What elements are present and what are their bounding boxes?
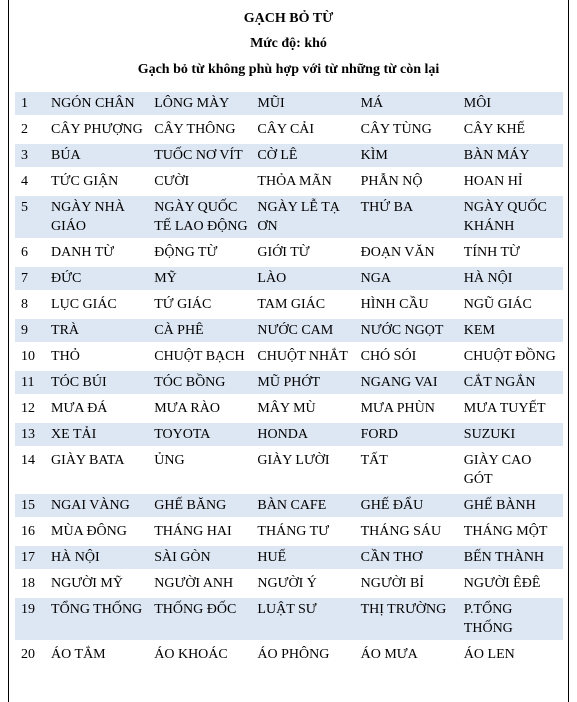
word-cell[interactable]: CÂY PHƯỢNG	[47, 118, 150, 141]
word-cell[interactable]: DANH TỪ	[47, 241, 150, 264]
worksheet-title: GẠCH BỎ TỪ	[243, 11, 334, 26]
table-row	[15, 319, 563, 342]
row-number: 4	[15, 170, 47, 193]
word-cell[interactable]: TRÀ	[47, 319, 150, 342]
row-number: 20	[15, 643, 47, 666]
row-number: 10	[15, 345, 47, 368]
word-cell[interactable]: CHÓ SÓI	[357, 345, 460, 368]
table-row	[15, 598, 563, 640]
word-cell[interactable]: MÂY MÙ	[253, 397, 356, 420]
word-cell[interactable]: BÀN MÁY	[460, 144, 563, 167]
word-cell[interactable]: THÁNG SÁU	[357, 520, 460, 543]
word-cell[interactable]: PHẪN NỘ	[357, 170, 460, 193]
word-cell[interactable]: MŨI	[253, 92, 356, 115]
row-number: 18	[15, 572, 47, 595]
row-number: 13	[15, 423, 47, 446]
table-row	[15, 520, 563, 543]
word-cell[interactable]: TỨC GIẬN	[47, 170, 150, 193]
word-cell[interactable]: CẦN THƠ	[357, 546, 460, 569]
word-cell[interactable]: BÀN CAFE	[253, 494, 356, 517]
word-cell[interactable]: GIÀY BATA	[47, 449, 150, 491]
word-cell[interactable]: MÔI	[460, 92, 563, 115]
word-table	[15, 89, 563, 669]
word-cell[interactable]: ĐỘNG TỪ	[150, 241, 253, 264]
word-cell[interactable]: NGÀY LỄ TẠ ƠN	[253, 196, 356, 238]
word-cell[interactable]: TỨ GIÁC	[150, 293, 253, 316]
table-row	[15, 572, 563, 595]
word-cell[interactable]: TÓC BỒNG	[150, 371, 253, 394]
word-cell[interactable]: THỐNG ĐỐC	[150, 598, 253, 640]
row-number: 3	[15, 144, 47, 167]
word-cell[interactable]: ĐỨC	[47, 267, 150, 290]
table-row	[15, 118, 563, 141]
word-cell[interactable]: HÌNH CẦU	[357, 293, 460, 316]
word-cell[interactable]: TÍNH TỪ	[460, 241, 563, 264]
row-number: 9	[15, 319, 47, 342]
word-cell[interactable]: HÀ NỘI	[47, 546, 150, 569]
word-cell[interactable]: GHẾ ĐẨU	[357, 494, 460, 517]
row-number: 16	[15, 520, 47, 543]
table-row	[15, 293, 563, 316]
word-cell[interactable]: FORD	[357, 423, 460, 446]
word-cell[interactable]: NGA	[357, 267, 460, 290]
word-cell[interactable]: CÂY THÔNG	[150, 118, 253, 141]
word-cell[interactable]: P.TỔNG THỐNG	[460, 598, 563, 640]
word-table-body	[15, 92, 563, 666]
row-number: 19	[15, 598, 47, 640]
row-number: 5	[15, 196, 47, 238]
worksheet-page	[8, 0, 569, 702]
instruction-text: Gạch bỏ từ không phù hợp với từ những từ còn lại	[137, 62, 440, 77]
row-number: 7	[15, 267, 47, 290]
word-cell[interactable]: MƯA TUYẾT	[460, 397, 563, 420]
worksheet-header	[9, 0, 568, 89]
word-cell[interactable]: GHẾ BÀNH	[460, 494, 563, 517]
row-number: 6	[15, 241, 47, 264]
word-cell[interactable]: CÂY KHẾ	[460, 118, 563, 141]
word-cell[interactable]: ÁO LEN	[460, 643, 563, 666]
table-row	[15, 345, 563, 368]
row-number: 15	[15, 494, 47, 517]
table-row	[15, 423, 563, 446]
word-cell[interactable]: THÁNG TƯ	[253, 520, 356, 543]
word-cell[interactable]: ÁO TẮM	[47, 643, 150, 666]
word-cell[interactable]: SUZUKI	[460, 423, 563, 446]
row-number: 1	[15, 92, 47, 115]
word-cell[interactable]: MƯA RÀO	[150, 397, 253, 420]
word-cell[interactable]: HÀ NỘI	[460, 267, 563, 290]
word-cell[interactable]: LÀO	[253, 267, 356, 290]
word-cell[interactable]: MỸ	[150, 267, 253, 290]
word-cell[interactable]: MÙA ĐÔNG	[47, 520, 150, 543]
row-number: 11	[15, 371, 47, 394]
row-number: 2	[15, 118, 47, 141]
word-cell[interactable]: LỤC GIÁC	[47, 293, 150, 316]
word-cell[interactable]: THỨ BA	[357, 196, 460, 238]
word-cell[interactable]: NGƯỜI ÊĐÊ	[460, 572, 563, 595]
word-cell[interactable]: MƯA ĐÁ	[47, 397, 150, 420]
word-cell[interactable]: NGŨ GIÁC	[460, 293, 563, 316]
word-cell[interactable]: CÂY TÙNG	[357, 118, 460, 141]
word-cell[interactable]: GHẾ BĂNG	[150, 494, 253, 517]
word-cell[interactable]: KÌM	[357, 144, 460, 167]
word-cell[interactable]: NGÓN CHÂN	[47, 92, 150, 115]
word-cell[interactable]: NGANG VAI	[357, 371, 460, 394]
word-cell[interactable]: SÀI GÒN	[150, 546, 253, 569]
word-cell[interactable]: TOYOTA	[150, 423, 253, 446]
word-cell[interactable]: CỜ LÊ	[253, 144, 356, 167]
word-cell[interactable]: NƯỚC CAM	[253, 319, 356, 342]
word-cell[interactable]: GIỚI TỪ	[253, 241, 356, 264]
word-cell[interactable]: CHUỘT NHẮT	[253, 345, 356, 368]
word-cell[interactable]: ỦNG	[150, 449, 253, 491]
word-cell[interactable]: THỎA MÃN	[253, 170, 356, 193]
word-cell[interactable]: NGÀY QUỐC TẾ LAO ĐỘNG	[150, 196, 253, 238]
word-cell[interactable]: TUỐC NƠ VÍT	[150, 144, 253, 167]
word-cell[interactable]: NƯỚC NGỌT	[357, 319, 460, 342]
table-row	[15, 371, 563, 394]
word-cell[interactable]: ĐOẠN VĂN	[357, 241, 460, 264]
word-cell[interactable]: THÁNG MỘT	[460, 520, 563, 543]
word-cell[interactable]: LUẬT SƯ	[253, 598, 356, 640]
word-cell[interactable]: CÀ PHÊ	[150, 319, 253, 342]
word-cell[interactable]: THỎ	[47, 345, 150, 368]
word-cell[interactable]: TÓC BÚI	[47, 371, 150, 394]
word-cell[interactable]: NGÀY NHÀ GIÁO	[47, 196, 150, 238]
word-cell[interactable]: GIÀY LƯỜI	[253, 449, 356, 491]
word-cell[interactable]: CƯỜI	[150, 170, 253, 193]
word-cell[interactable]: HONDA	[253, 423, 356, 446]
word-cell[interactable]: MŨ PHỚT	[253, 371, 356, 394]
table-row	[15, 144, 563, 167]
table-row	[15, 241, 563, 264]
table-row	[15, 170, 563, 193]
row-number: 12	[15, 397, 47, 420]
word-cell[interactable]: CẮT NGẮN	[460, 371, 563, 394]
word-cell[interactable]: ÁO PHÔNG	[253, 643, 356, 666]
table-row	[15, 196, 563, 238]
word-cell[interactable]: MÁ	[357, 92, 460, 115]
word-cell[interactable]: NGƯỜI BỈ	[357, 572, 460, 595]
row-number: 17	[15, 546, 47, 569]
word-cell[interactable]: BÚA	[47, 144, 150, 167]
word-cell[interactable]: THỊ TRƯỜNG	[357, 598, 460, 640]
table-row	[15, 92, 563, 115]
word-cell[interactable]: GIÀY CAO GÓT	[460, 449, 563, 491]
word-cell[interactable]: TẤT	[357, 449, 460, 491]
table-row	[15, 546, 563, 569]
word-cell[interactable]: LÔNG MÀY	[150, 92, 253, 115]
word-cell[interactable]: ÁO MƯA	[357, 643, 460, 666]
word-cell[interactable]: XE TẢI	[47, 423, 150, 446]
word-cell[interactable]: HUẾ	[253, 546, 356, 569]
word-cell[interactable]: CHUỘT ĐỒNG	[460, 345, 563, 368]
table-row	[15, 643, 563, 666]
word-cell[interactable]: NGƯỜI MỸ	[47, 572, 150, 595]
word-cell[interactable]: CHUỘT BẠCH	[150, 345, 253, 368]
word-cell[interactable]: THÁNG HAI	[150, 520, 253, 543]
row-number: 14	[15, 449, 47, 491]
word-cell[interactable]: NGƯỜI Ý	[253, 572, 356, 595]
word-cell[interactable]: NGƯỜI ANH	[150, 572, 253, 595]
word-cell[interactable]: NGAI VÀNG	[47, 494, 150, 517]
word-cell[interactable]: NGÀY QUỐC KHÁNH	[460, 196, 563, 238]
word-cell[interactable]: TAM GIÁC	[253, 293, 356, 316]
word-cell[interactable]: MƯA PHÙN	[357, 397, 460, 420]
difficulty-level: Mức độ: khó	[250, 36, 327, 51]
table-row	[15, 397, 563, 420]
word-cell[interactable]: ÁO KHOÁC	[150, 643, 253, 666]
word-cell[interactable]: BẾN THÀNH	[460, 546, 563, 569]
word-cell[interactable]: CÂY CẢI	[253, 118, 356, 141]
table-row	[15, 494, 563, 517]
table-row	[15, 449, 563, 491]
table-row	[15, 267, 563, 290]
word-cell[interactable]: KEM	[460, 319, 563, 342]
row-number: 8	[15, 293, 47, 316]
word-cell[interactable]: HOAN HỈ	[460, 170, 563, 193]
word-cell[interactable]: TỔNG THỐNG	[47, 598, 150, 640]
